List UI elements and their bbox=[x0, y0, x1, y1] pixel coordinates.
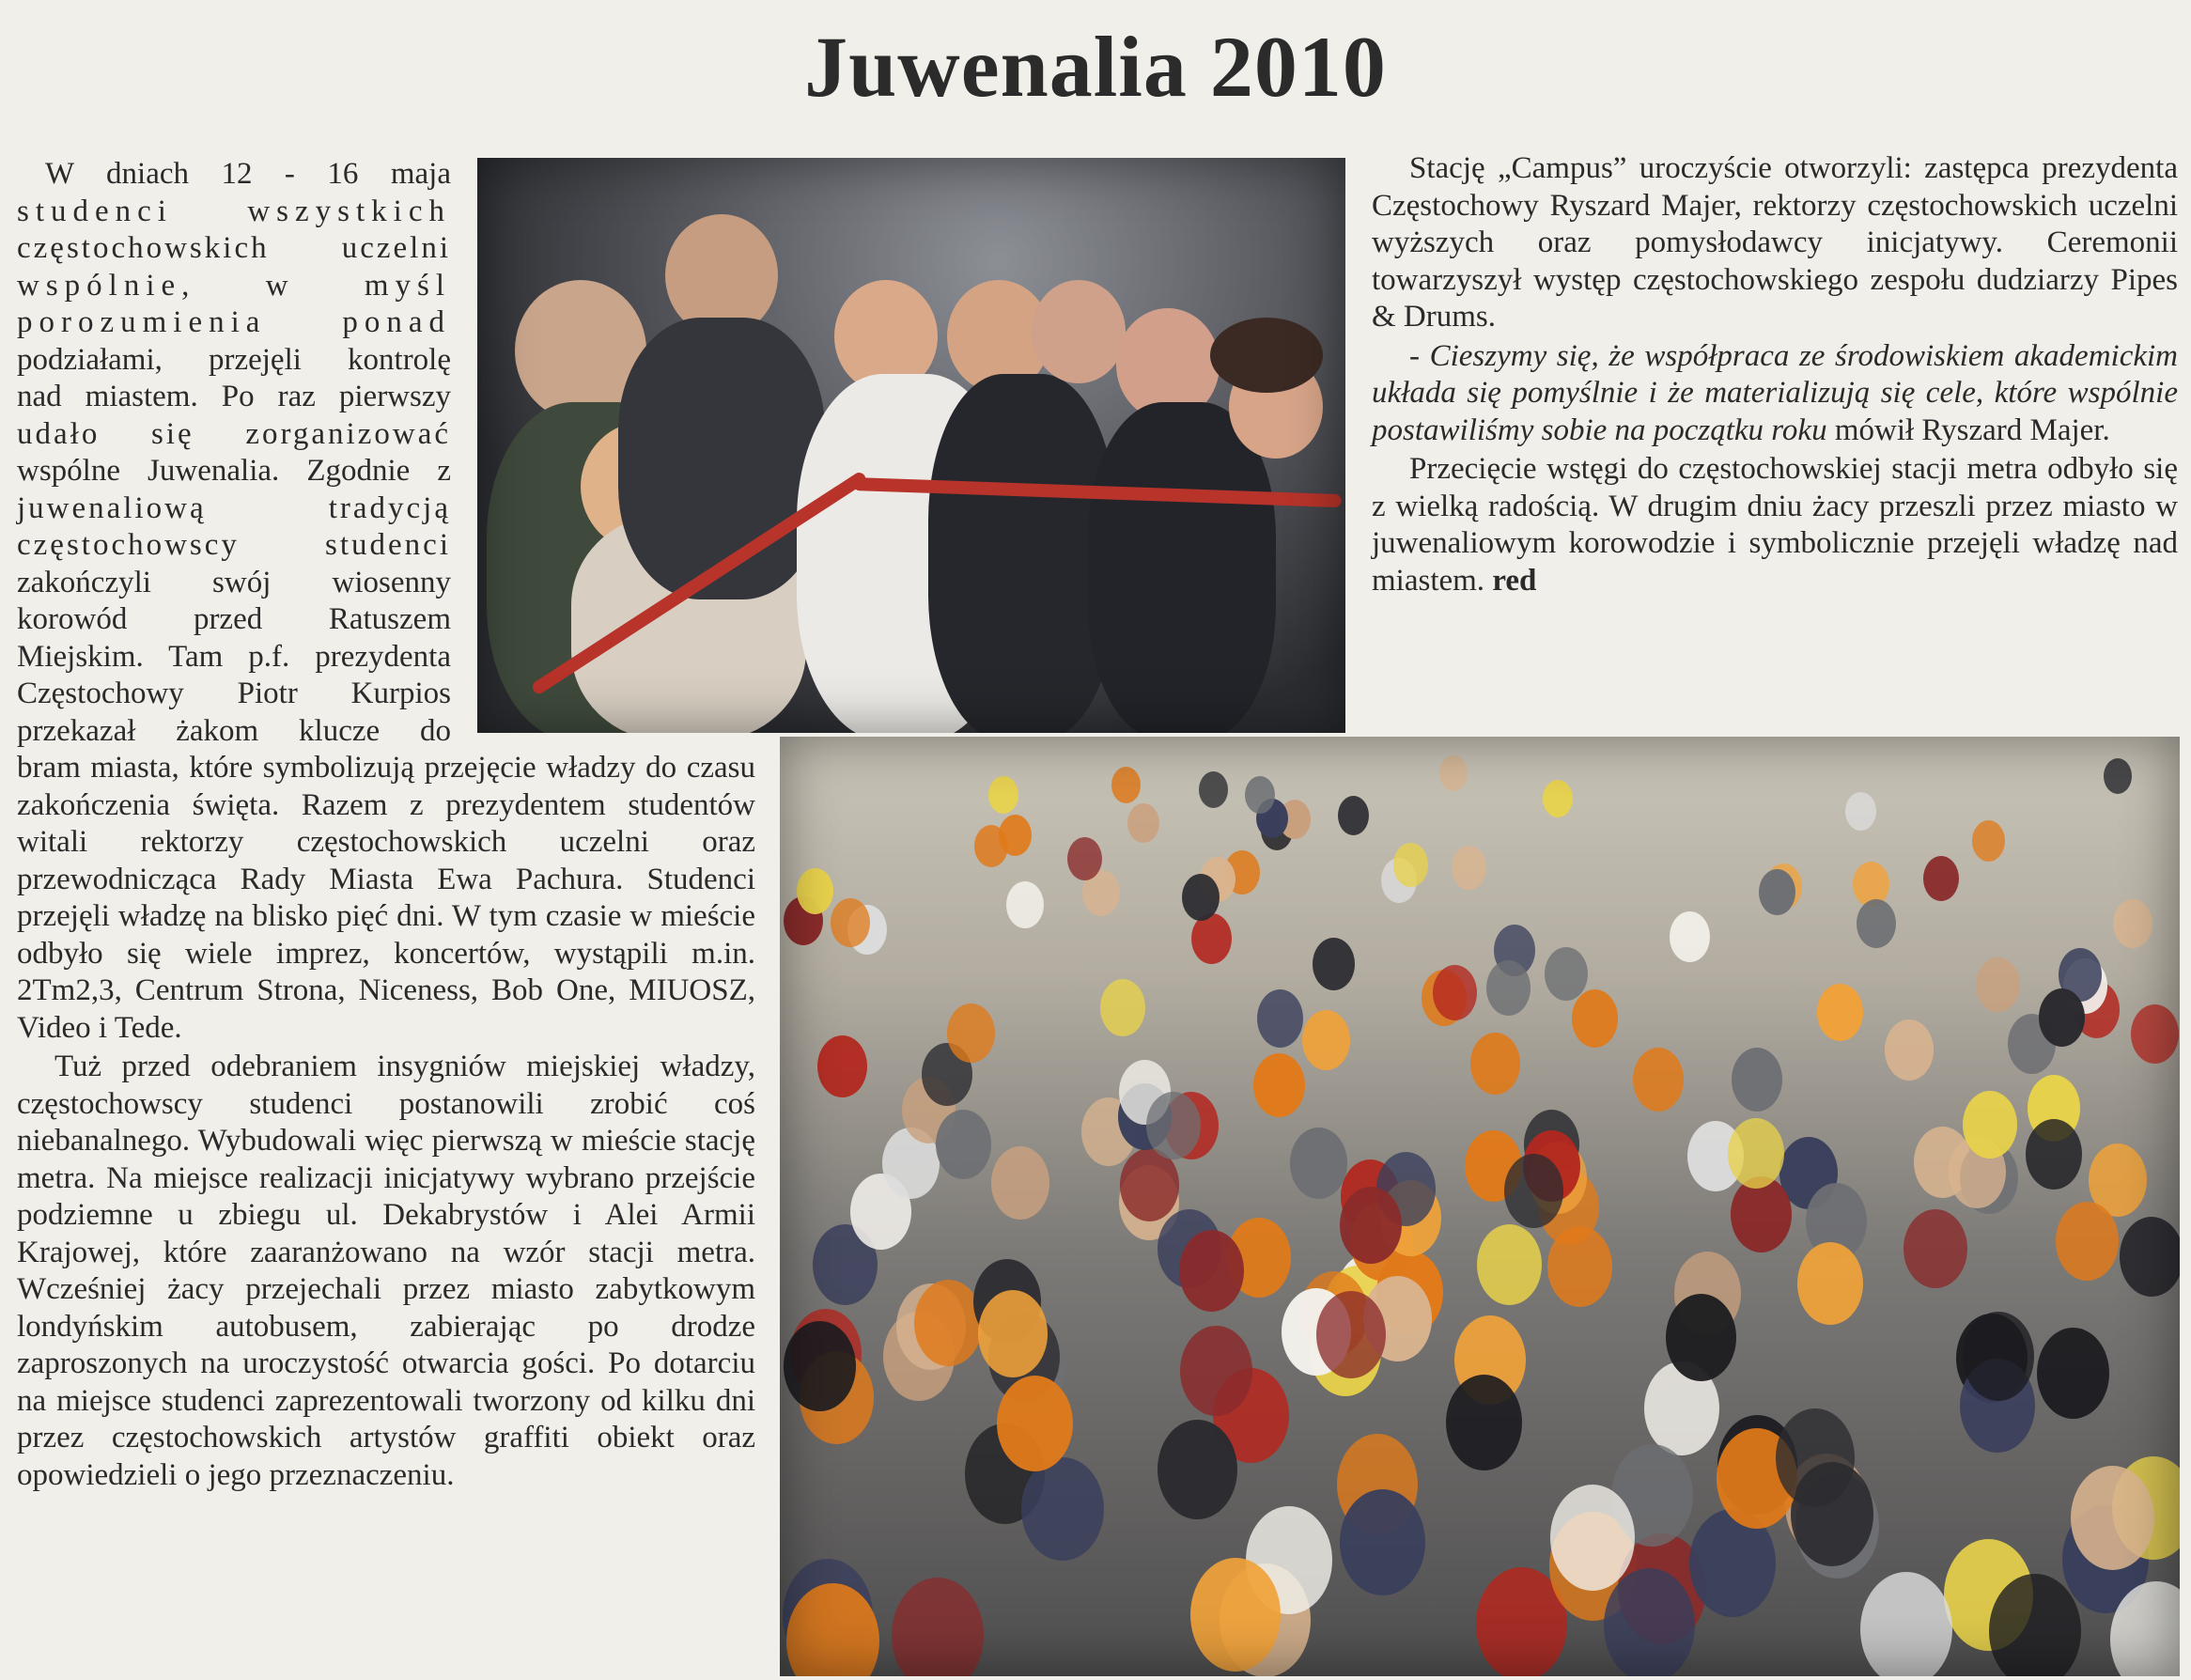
upper-lines bbox=[17, 156, 451, 750]
left-column-lower bbox=[17, 750, 755, 1494]
upper-line: zakończyli swój wiosenny bbox=[17, 565, 451, 599]
paragraph-ribbon-text: Przecięcie wstęgi do częstochowskiej stacji metra odbyło się z wielką radością. W drugim dniu żacy przeszli przez miasto w juwenaliowym korowodzie i symbolicznie przejęli władzę nad miastem. bbox=[1372, 452, 2178, 598]
paragraph-quote bbox=[1372, 338, 2178, 450]
upper-line: udało się zorganizować bbox=[17, 416, 451, 451]
upper-line: wspólne Juwenalia. Zgodnie z bbox=[17, 454, 451, 488]
author-signature: red bbox=[1492, 563, 1537, 598]
paragraph-keys: bram miasta, które symbolizują przejęcie władzy do czasu zakończenia święta. Razem z prezydentem studentów witali rektorzy częstochowskich uczelni oraz przewodnicząca Rady Miasta Ewa Pachura. Studenci przejęli władzę na blisko pięć dni. W tym czasie w mieście odbyło się wiele imprez, koncertów, wystąpili m.in. 2Tm2,3, Centrum Strona, Niceness, Bob One, MIUOSZ, Video i Tede. bbox=[17, 751, 755, 1045]
upper-line: podziałami, przejęli kontrolę bbox=[17, 342, 451, 377]
paragraph-ribbon bbox=[1372, 451, 2178, 599]
article-title: Juwenalia 2010 bbox=[804, 19, 1387, 115]
quote-text: Cieszymy się, że współpraca ze środowiskiem akademickim układa się pomyślnie i że materializują się cele, które wspólnie postawiliśmy sobie na początku roku bbox=[1372, 338, 2178, 447]
paragraph-metro: Tuż przed odebraniem insygniów miejskiej władzy, częstochowscy studenci postanowili zrobić coś niebanalnego. Wybudowali więc pierwszą w mieście stację metra. Na miejsce realizacji inicjatywy wybrano przejście podziemne u zbiegu ul. Dekabrystów i Alei Armii Krajowej, które zaaranżowano na wzór stacji metra. Wcześniej żacy przejechali przez miasto zabytkowym londyńskim autobusem, zabierając po drodze zaproszonych na uroczystość otwarcia gości. Po dotarciu na miejsce studenci zaprezentowali tworzony od kilku dni przez częstochowskich artystów graffiti obiekt oraz opowiedzieli o jego przeznaczeniu. bbox=[17, 1050, 755, 1492]
upper-line: przekazał żakom klucze do bbox=[17, 713, 451, 748]
right-column bbox=[1372, 150, 2178, 599]
upper-line: wspólnie, w myśl bbox=[17, 268, 451, 303]
upper-line: Częstochowy Piotr Kurpios bbox=[17, 677, 451, 710]
upper-line: częstochowscy studenci bbox=[17, 528, 451, 562]
upper-line: korowód przed Ratuszem bbox=[17, 602, 451, 636]
crowd-photo bbox=[780, 737, 2180, 1676]
upper-line: juwenaliową tradycją bbox=[17, 490, 451, 525]
ribbon-cutting-photo bbox=[477, 158, 1345, 733]
left-column-upper bbox=[17, 156, 451, 750]
upper-line: studenci wszystkich bbox=[17, 194, 451, 228]
upper-line: nad miastem. Po raz pierwszy bbox=[17, 380, 451, 413]
quote-attribution: mówił Ryszard Majer. bbox=[1826, 412, 2110, 447]
upper-line: porozumienia ponad bbox=[17, 305, 451, 339]
upper-line: częstochowskich uczelni bbox=[17, 231, 451, 265]
paragraph-campus: Stację „Campus” uroczyście otworzyli: zastępca prezydenta Częstochowy Ryszard Majer, rektorzy częstochowskich uczelni wyższych oraz pomysłodawcy inicjatywy. Ceremonii towarzyszył występ częstochowskiego zespołu dudziarzy Pipes & Drums. bbox=[1372, 151, 2178, 334]
quote-dash: - bbox=[1409, 338, 1430, 373]
upper-line: W dniach 12 - 16 maja bbox=[45, 157, 451, 191]
upper-line: Miejskim. Tam p.f. prezydenta bbox=[17, 639, 451, 674]
